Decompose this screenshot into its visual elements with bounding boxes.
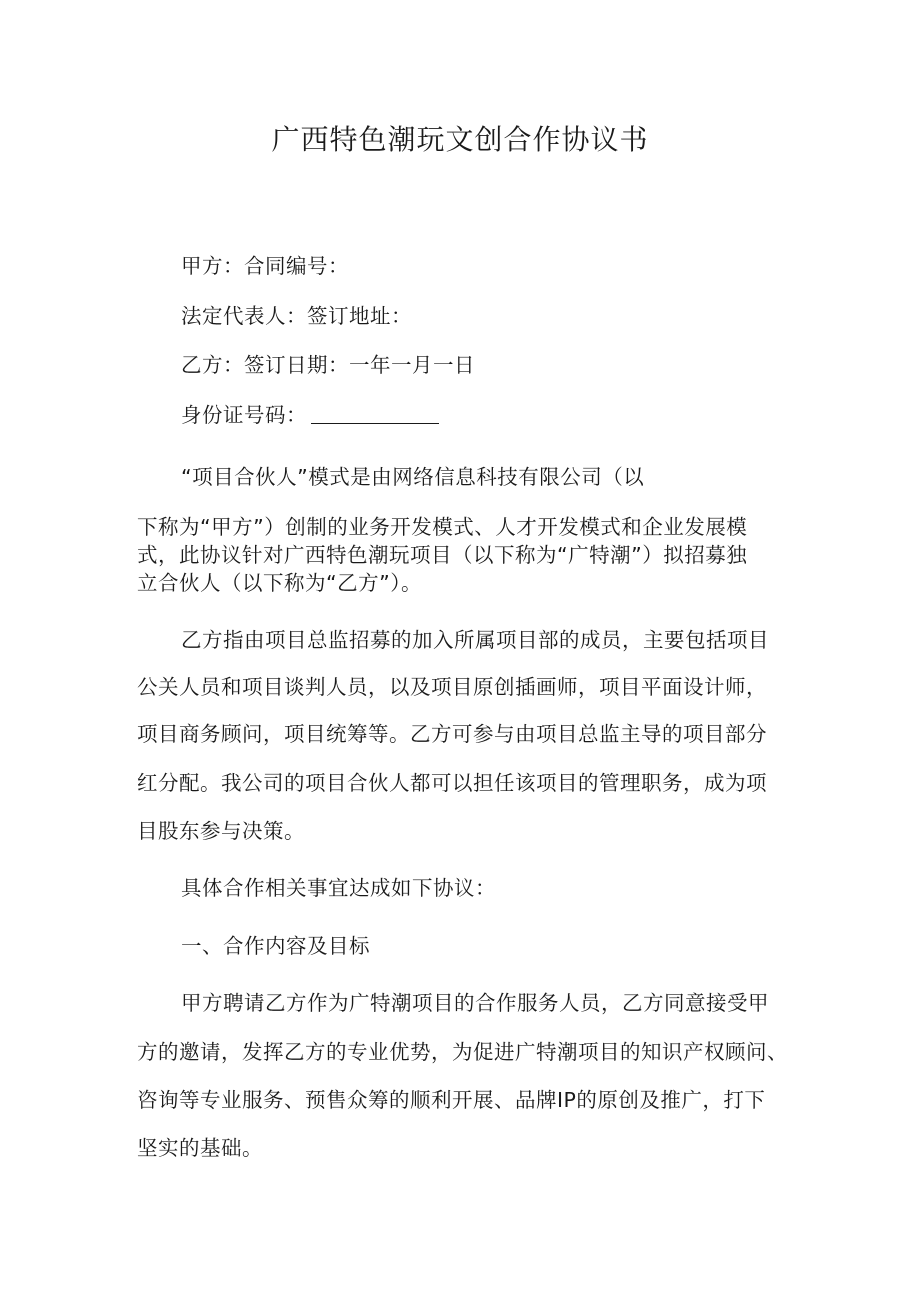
para2-line-5: 目股东参与决策。 xyxy=(137,819,305,843)
legal-rep-sign-address: 法定代表人：签订地址： xyxy=(181,304,412,328)
document-title: 广西特色潮玩文创合作协议书 xyxy=(271,123,649,156)
intro-line-3: 式，此协议针对广西特色潮玩项目（以下称为“广特潮”）拟招募独 xyxy=(137,543,748,567)
intro-line-4: 立合伙人（以下称为“乙方”）。 xyxy=(137,571,422,595)
party-b-sign-date: 乙方：签订日期：一年一月一日 xyxy=(181,353,475,377)
para4-line-1: 甲方聘请乙方作为广特潮项目的合作服务人员，乙方同意接受甲 xyxy=(181,991,769,1015)
para4-line-4: 坚实的基础。 xyxy=(137,1136,263,1160)
para2-line-2: 公关人员和项目谈判人员，以及项目原创插画师，项目平面设计师， xyxy=(137,675,767,699)
para4-line-3: 咨询等专业服务、预售众筹的顺利开展、品牌IP的原创及推广，打下 xyxy=(137,1088,766,1112)
para2-line-3: 项目商务顾问，项目统筹等。乙方可参与由项目总监主导的项目部分 xyxy=(137,722,767,746)
id-number-label: 身份证号码： xyxy=(181,403,307,427)
id-number-field xyxy=(181,398,439,428)
id-number-blank xyxy=(311,405,439,424)
para2-line-1: 乙方指由项目总监招募的加入所属项目部的成员，主要包括项目 xyxy=(181,628,769,652)
intro-line-1: “项目合伙人”模式是由网络信息科技有限公司（以 xyxy=(181,465,645,489)
agreement-intro: 具体合作相关事宜达成如下协议： xyxy=(181,876,496,900)
section-1-heading: 一、合作内容及目标 xyxy=(181,934,370,958)
para4-line-2: 方的邀请，发挥乙方的专业优势，为促进广特潮项目的知识产权顾问、 xyxy=(137,1040,788,1064)
intro-line-2: 下称为“甲方”）创制的业务开发模式、人才开发模式和企业发展模 xyxy=(137,515,748,539)
party-a-contract-no: 甲方：合同编号： xyxy=(181,254,349,278)
para2-line-4: 红分配。我公司的项目合伙人都可以担任该项目的管理职务，成为项 xyxy=(137,771,767,795)
